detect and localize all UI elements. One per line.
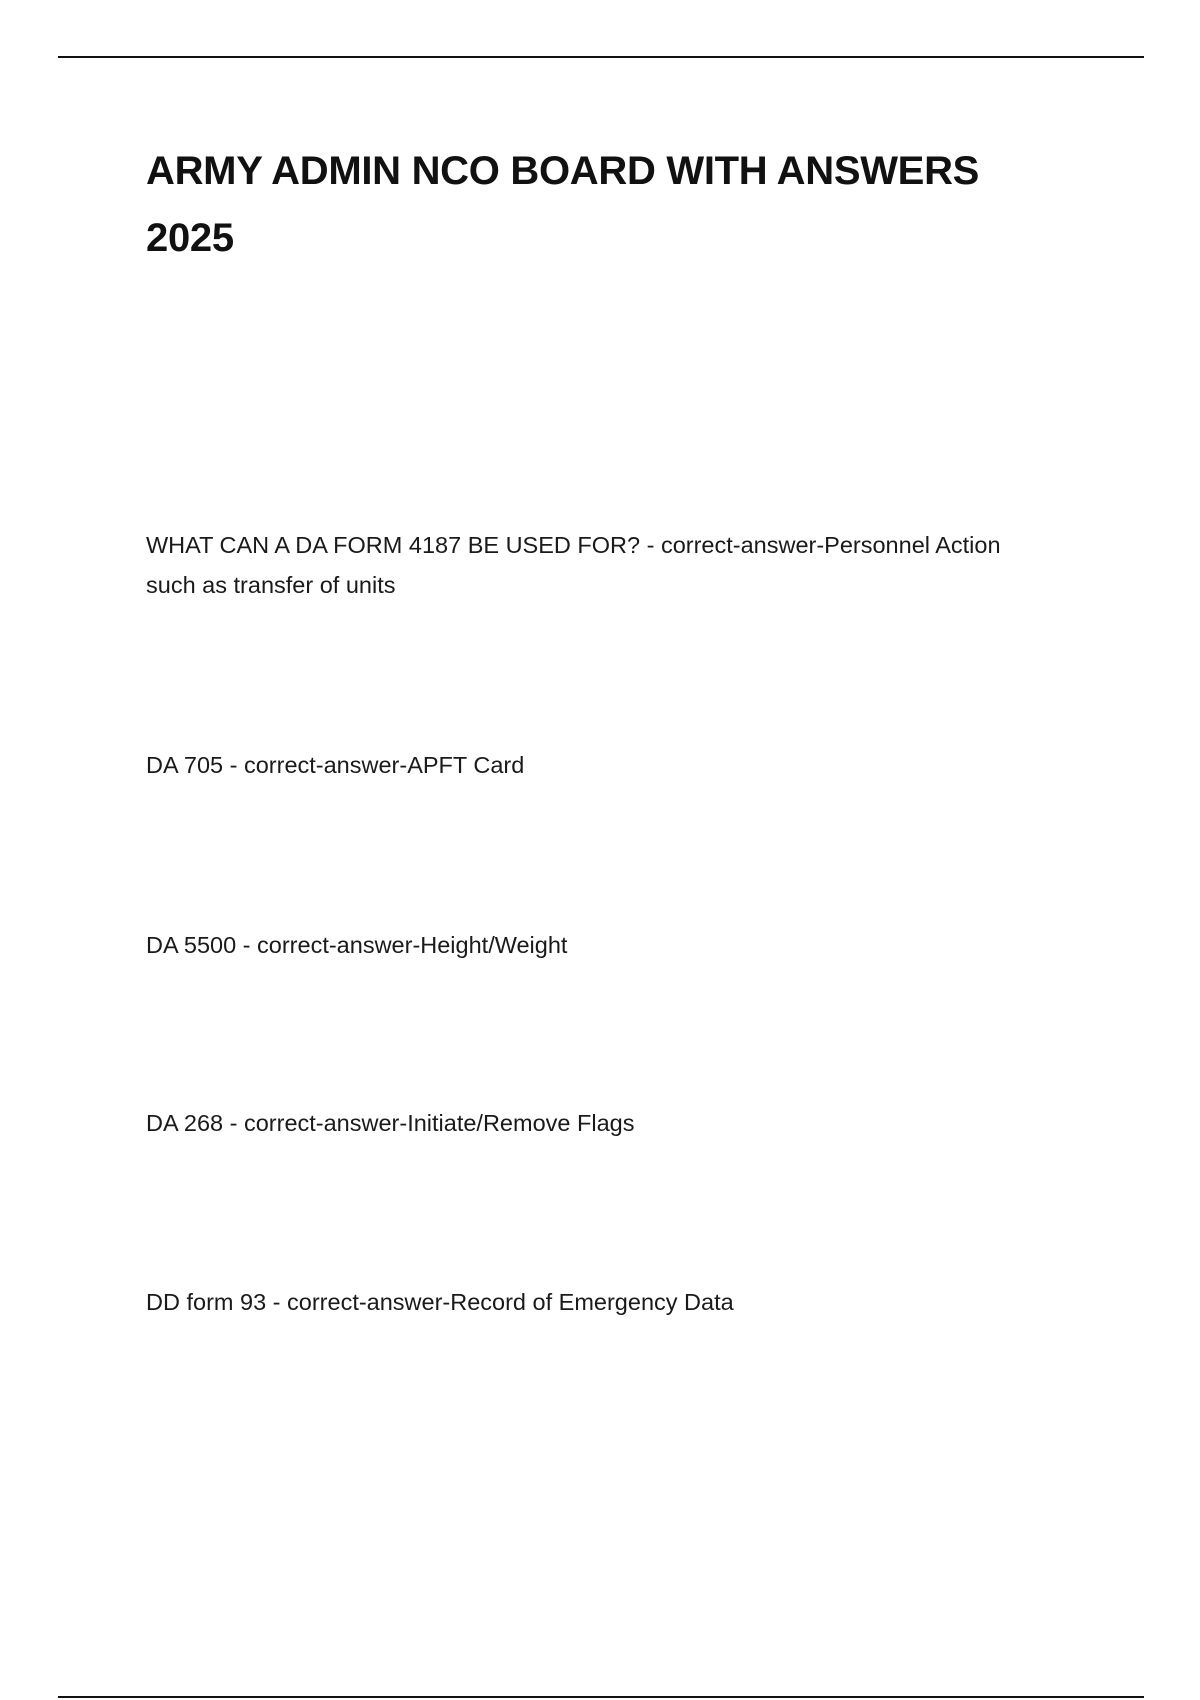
top-horizontal-rule	[58, 56, 1144, 58]
qa-entry-text-line-2: such as transfer of units	[146, 572, 396, 598]
qa-entry-dd-form-93	[146, 1282, 1086, 1322]
qa-entry-da-705	[146, 745, 1086, 785]
qa-entry-text: DD form 93 - correct-answer-Record of Emergency Data	[146, 1289, 734, 1315]
qa-entry-text: DA 705 - correct-answer-APFT Card	[146, 752, 525, 778]
qa-entry-da-268	[146, 1103, 1086, 1143]
title-line-2: 2025	[146, 216, 234, 260]
document-title	[146, 138, 1076, 272]
qa-entry-text-line-1: WHAT CAN A DA FORM 4187 BE USED FOR? - correct-answer-Personnel Action	[146, 532, 1001, 558]
title-line-1: ARMY ADMIN NCO BOARD WITH ANSWERS	[146, 149, 980, 193]
qa-entry-da-5500	[146, 925, 1086, 965]
bottom-horizontal-rule	[58, 1696, 1144, 1698]
qa-entry-text: DA 268 - correct-answer-Initiate/Remove Flags	[146, 1110, 635, 1136]
qa-entry-text: DA 5500 - correct-answer-Height/Weight	[146, 932, 568, 958]
qa-entry-da-form-4187	[146, 525, 1086, 605]
